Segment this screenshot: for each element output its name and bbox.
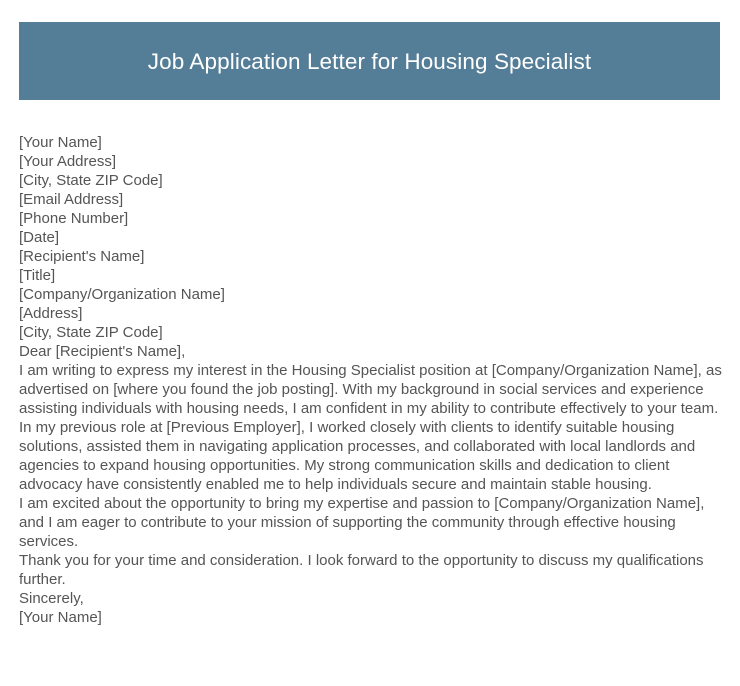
sender-address-block (19, 133, 723, 247)
letter-paragraph: Thank you for your time and consideration. I look forward to the opportunity to discuss my qualifications further. (19, 552, 704, 588)
sender-line: [Your Address] (19, 153, 117, 170)
document-header-banner (19, 22, 720, 100)
recipient-line: [Address] (19, 305, 83, 322)
salutation: Dear [Recipient's Name], (19, 343, 186, 360)
recipient-line: [City, State ZIP Code] (19, 324, 163, 341)
letter-paragraph: I am excited about the opportunity to bring my expertise and passion to [Company/Organization Name], and I am eager to contribute to your mission of supporting the community through effective housing services. (19, 495, 705, 550)
recipient-line: [Title] (19, 267, 56, 284)
page-title: Job Application Letter for Housing Specialist (147, 48, 592, 74)
letter-paragraph: I am writing to express my interest in the Housing Specialist position at [Company/Organization Name], as advertised on [where you found the job posting]. With my background in social services and experience assisting individuals with housing needs, I am confident in my ability to contribute effectively to your team. (19, 362, 722, 417)
sender-line: [Your Name] (19, 134, 102, 151)
closing-salutation: Sincerely, (19, 590, 84, 607)
sender-line: [City, State ZIP Code] (19, 172, 163, 189)
sender-line: [Phone Number] (19, 210, 129, 227)
sender-line: [Email Address] (19, 191, 124, 208)
signature-name: [Your Name] (19, 609, 102, 626)
recipient-address-block (19, 247, 723, 342)
letter-paragraph: In my previous role at [Previous Employer], I worked closely with clients to identify suitable housing solutions, assisted them in navigating application processes, and collaborated with local landlords and agencies to expand housing opportunities. My strong communication skills and dedication to client advocacy have consistently enabled me to help individuals secure and maintain stable housing. (19, 419, 696, 493)
recipient-line: [Recipient's Name] (19, 248, 145, 265)
recipient-line: [Company/Organization Name] (19, 286, 225, 303)
letter-body (19, 133, 723, 627)
sender-line: [Date] (19, 229, 60, 246)
